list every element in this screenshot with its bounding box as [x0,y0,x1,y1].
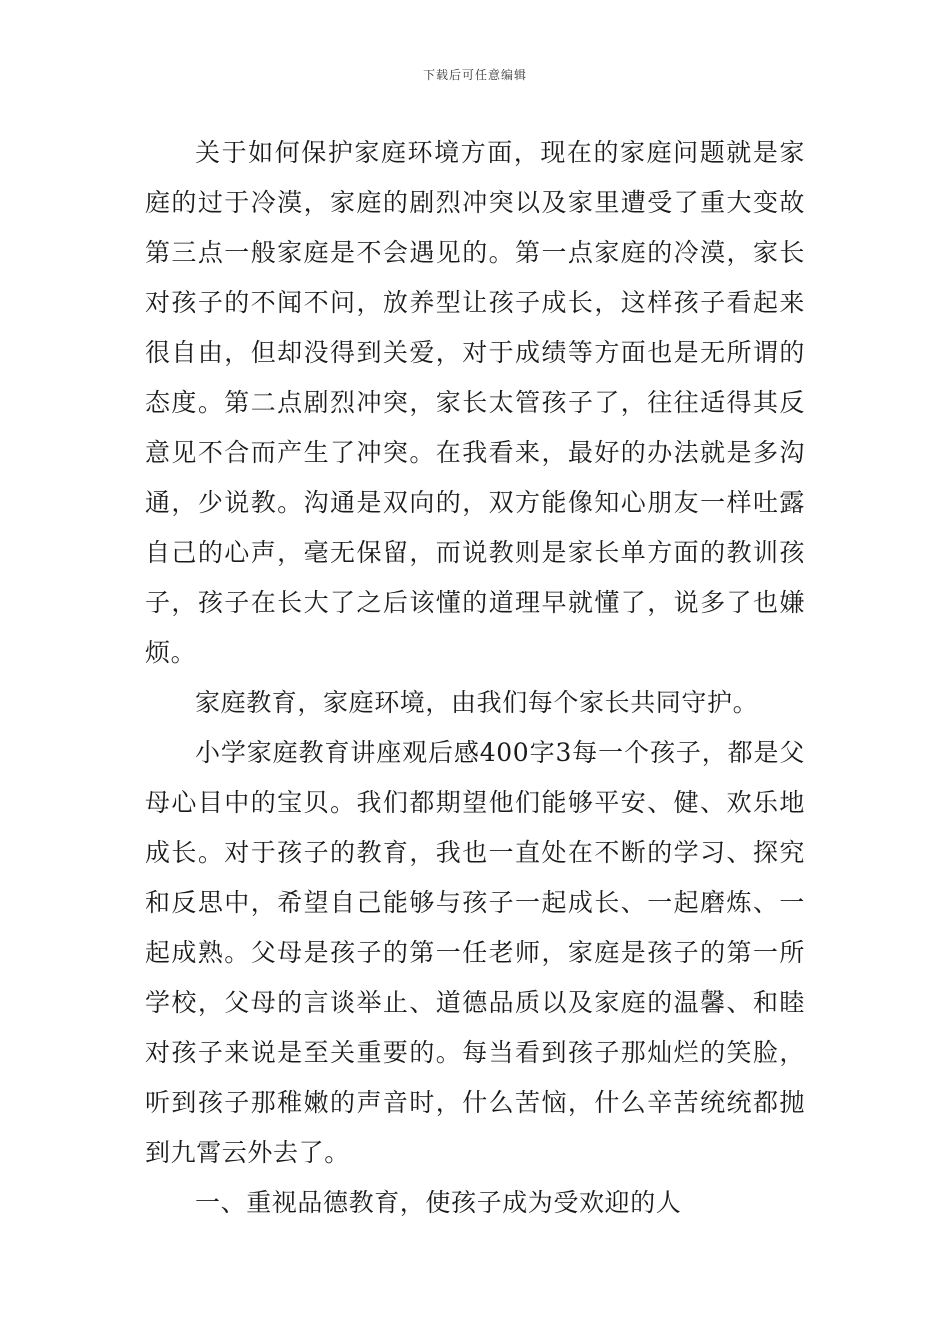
section-heading-moral-education: 一、重视品德教育，使孩子成为受欢迎的人 [195,1188,682,1217]
paragraph-joint-guard: 家庭教育，家庭环境，由我们每个家长共同守护。 [195,688,759,717]
paragraph-lecture-reflection: 小学家庭教育讲座观后感400字3每一个孩子，都是父母心目中的宝贝。我们都期望他们能够平安、健、欢乐地成长。对于孩子的教育，我也一直处在不断的学习、探究和反思中，希望自己能够与孩子一起成长、一起磨炼、一起成熟。父母是孩子的第一任老师，家庭是孩子的第一所学校，父母的言谈举止、道德品质以及家庭的温馨、和睦对孩子来说是至关重要的。每当看到孩子那灿烂的笑脸，听到孩子那稚嫩的声音时，什么苦恼，什么辛苦统统都抛到九霄云外去了。 [145,738,805,1167]
document-body [145,128,805,1228]
paragraph-family-environment: 关于如何保护家庭环境方面，现在的家庭问题就是家庭的过于冷漠，家庭的剧烈冲突以及家里遭受了重大变故第三点一般家庭是不会遇见的。第一点家庭的冷漠，家长对孩子的不闻不问，放养型让孩子成长，这样孩子看起来很自由，但却没得到关爱，对于成绩等方面也是无所谓的态度。第二点剧烈冲突，家长太管孩子了，往往适得其反意见不合而产生了冲突。在我看来，最好的办法就是多沟通，少说教。沟通是双向的，双方能像知心朋友一样吐露自己的心声，毫无保留，而说教则是家长单方面的教训孩子，孩子在长大了之后该懂的道理早就懂了，说多了也嫌烦。 [145,138,805,667]
header-note: 下载后可任意编辑 [422,68,527,82]
